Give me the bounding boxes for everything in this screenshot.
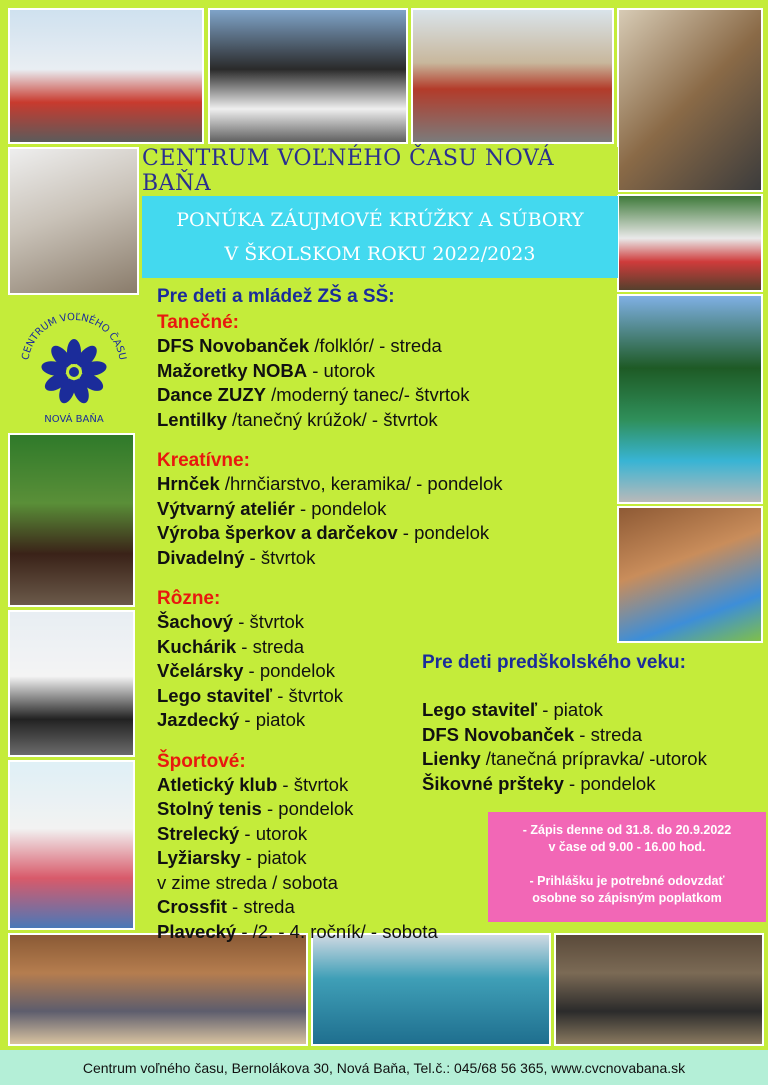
notice-line xyxy=(488,856,766,873)
notice-line: osobne so zápisným poplatkom xyxy=(532,891,722,905)
notice-line: - Zápis denne od 31.8. do 20.9.2022 xyxy=(522,823,732,837)
list-item: Atletický klub - štvrtok xyxy=(157,773,349,795)
subtitle-line-2: V ŠKOLSKOM ROKU 2022/2023 xyxy=(224,243,536,265)
list-item: Lienky /tanečná prípravka/ -utorok xyxy=(422,748,707,769)
list-item: Dance ZUZY /moderný tanec/- štvrtok xyxy=(157,384,470,405)
photo-craft-workshop xyxy=(8,760,135,930)
notice-line: - Prihlášku je potrebné odovzdať xyxy=(529,874,725,888)
list-item: Divadelný - štvrtok xyxy=(157,546,316,568)
list-item: v zime streda / sobota xyxy=(157,871,338,893)
logo-text-bottom: NOVÁ BAŇA xyxy=(44,414,104,425)
photo-beekeeping-child xyxy=(617,8,763,192)
list-item: Lego staviteľ - piatok xyxy=(422,699,603,720)
photo-athletics-group-gym xyxy=(8,933,308,1046)
subtitle-line-1: PONÚKA ZÁUJMOVÉ KRÚŽKY A SÚBORY xyxy=(176,209,584,231)
title-banner xyxy=(142,147,618,195)
preschool-programs xyxy=(422,652,767,796)
photo-swimming-pool xyxy=(311,933,551,1046)
photo-folk-ensemble-girls xyxy=(617,194,763,292)
section-dance xyxy=(157,312,537,432)
photo-pottery-children xyxy=(8,147,139,295)
registration-notice xyxy=(488,812,766,922)
photo-dance-performance xyxy=(8,610,135,757)
list-item: Lyžiarsky - piatok xyxy=(157,847,307,868)
footer-text: Centrum voľného času, Bernolákova 30, Nová Baňa, Tel.č.: 045/68 56 365, www.cvcnovabana.sk xyxy=(82,1059,686,1076)
section-title-various: Rôzne: xyxy=(157,588,221,609)
photo-boys-folk-costumes xyxy=(208,8,408,144)
list-item: Výroba šperkov a darčekov - pondelok xyxy=(157,522,490,543)
subtitle-banner xyxy=(142,196,618,278)
list-item: DFS Novobanček /folklór/ - streda xyxy=(157,335,442,356)
list-item: Lentilky /tanečný krúžok/ - štvrtok xyxy=(157,408,438,430)
photo-lego-builders xyxy=(617,506,763,643)
section-creative xyxy=(157,450,537,570)
main-programs xyxy=(157,286,537,944)
list-item: Jazdecký - piatok xyxy=(157,709,306,730)
main-heading: Pre deti a mládež ZŠ a SŠ: xyxy=(157,286,395,307)
list-item: Mažoretky NOBA - utorok xyxy=(157,359,375,381)
footer-contact xyxy=(0,1050,768,1085)
section-title-sport: Športové: xyxy=(157,750,246,772)
list-item: Plavecký - /2. - 4. ročník/ - sobota xyxy=(157,920,438,942)
list-item: DFS Novobanček - streda xyxy=(422,723,643,745)
list-item: Šachový - štvrtok xyxy=(157,611,305,632)
list-item: Strelecký - utorok xyxy=(157,822,308,844)
cvc-logo xyxy=(14,300,134,430)
list-item: Crossfit - streda xyxy=(157,896,295,917)
preschool-heading: Pre deti predškolského veku: xyxy=(422,652,686,673)
list-item: Výtvarný ateliér - pondelok xyxy=(157,497,387,519)
photo-folk-dancers-stage xyxy=(8,8,204,144)
photo-summer-pool-camp xyxy=(617,294,763,504)
list-item: Kuchárik - streda xyxy=(157,635,305,657)
logo-text-top: CENTRUM VOĽNÉHO ČASU xyxy=(20,311,128,362)
section-title-creative: Kreatívne: xyxy=(157,450,250,471)
flower-logo-icon xyxy=(14,300,134,430)
list-item: Lego staviteľ - štvrtok xyxy=(157,684,343,706)
list-item: Hrnček /hrnčiarstvo, keramika/ - pondelok xyxy=(157,473,503,494)
notice-line: v čase od 9.00 - 16.00 hod. xyxy=(548,840,706,854)
list-item: Šikovné pršteky - pondelok xyxy=(422,772,656,794)
photo-horse-riding xyxy=(8,433,135,607)
page-title: CENTRUM VOĽNÉHO ČASU NOVÁ BAŇA xyxy=(142,146,555,196)
section-title-dance: Tanečné: xyxy=(157,312,240,333)
photo-shooting-club xyxy=(554,933,764,1046)
list-item: Včelársky - pondelok xyxy=(157,660,335,681)
photo-children-dancing-square xyxy=(411,8,614,144)
list-item: Stolný tenis - pondelok xyxy=(157,798,354,819)
